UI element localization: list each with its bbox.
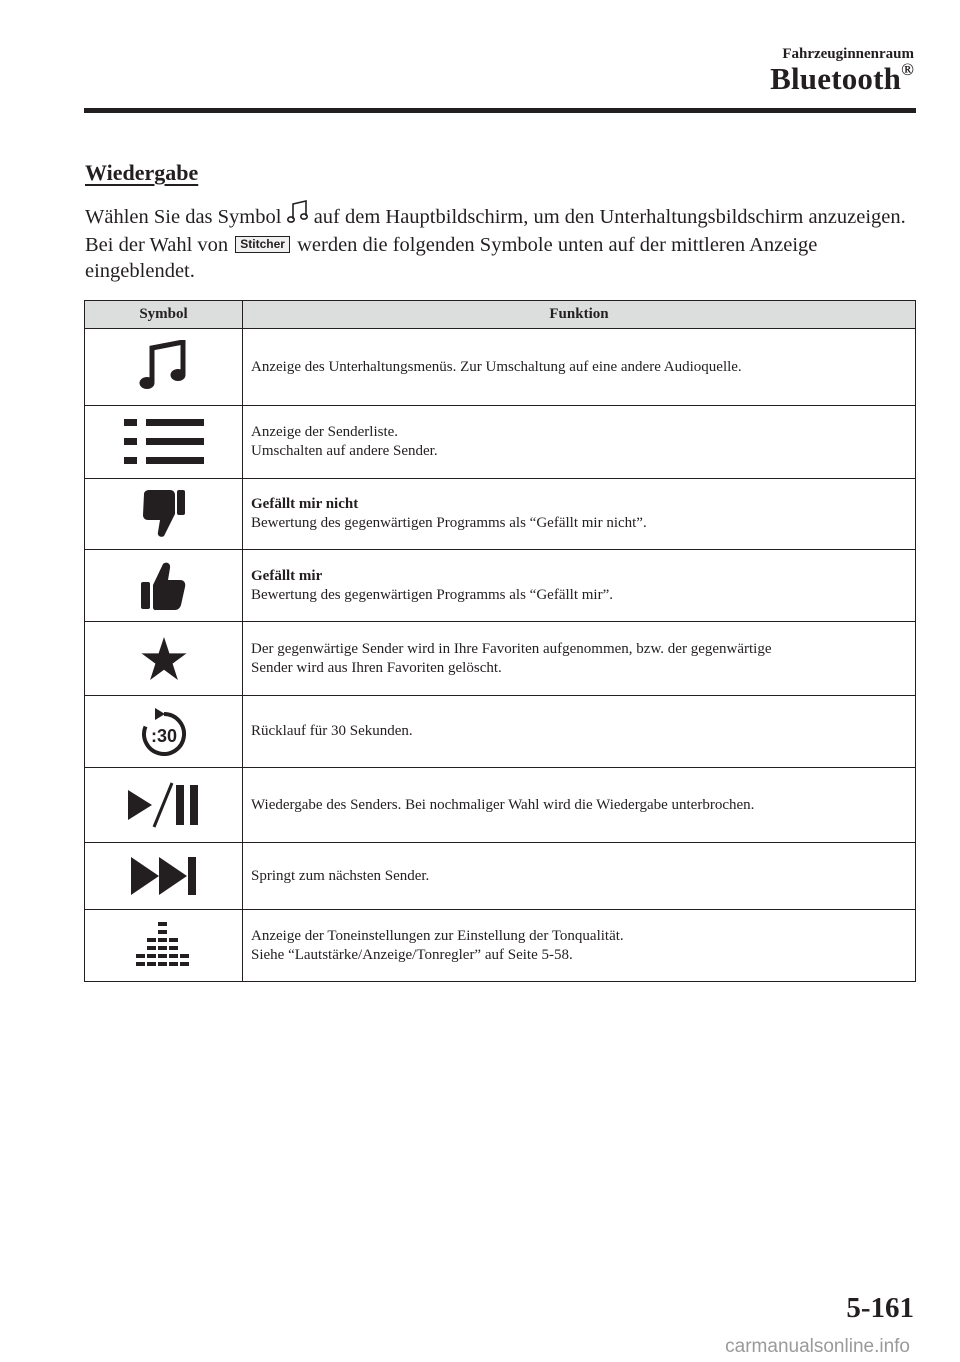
thumbs-up-icon (141, 561, 187, 611)
function-cell: Gefällt mir nicht Bewertung des gegenwärtigen Programms als “Gefällt mir nicht”. (243, 479, 916, 550)
table-row (85, 550, 916, 622)
function-cell: Gefällt mir Bewertung des gegenwärtigen Programms als “Gefällt mir”. (243, 550, 916, 622)
header-rule (84, 108, 916, 113)
table-row (85, 329, 916, 406)
watermark: carmanualsonline.info (725, 1336, 910, 1357)
list-icon (124, 419, 204, 465)
symbol-cell (85, 843, 243, 910)
table-row (85, 910, 916, 982)
function-title: Gefällt mir nicht (251, 496, 359, 512)
chapter-title: Bluetooth® (770, 60, 914, 96)
rewind-30-icon (141, 708, 187, 756)
thumbs-down-icon (142, 490, 186, 538)
music-note-icon (287, 199, 309, 232)
rewind-30-label: :30 (150, 725, 177, 746)
function-title: Gefällt mir (251, 567, 323, 584)
symbol-cell (85, 479, 243, 550)
symbol-cell (85, 550, 243, 622)
header-symbol: Symbol (85, 301, 243, 329)
function-cell: Springt zum nächsten Sender. (243, 843, 916, 910)
skip-next-icon (131, 857, 197, 895)
table-header-row (85, 301, 916, 329)
music-note-icon (139, 340, 189, 394)
symbol-cell (85, 622, 243, 696)
function-cell: Anzeige der Senderliste. Umschalten auf andere Sender. (243, 406, 916, 479)
section-title: Wiedergabe (85, 160, 199, 185)
function-table (84, 300, 916, 982)
intro-paragraph: Wählen Sie das Symbol auf dem Hauptbildschirm, um den Unterhaltungsbildschirm anzuzeigen. Bei der Wahl von Stitcher werden die folgenden Symbole unten auf der mittleren Anzeige eingeblendet. (85, 199, 915, 284)
symbol-cell (85, 696, 243, 768)
function-cell: Rücklauf für 30 Sekunden. (243, 696, 916, 768)
registered-mark: ® (901, 60, 914, 79)
symbol-cell (85, 329, 243, 406)
play-pause-icon (128, 781, 200, 829)
star-icon (141, 637, 187, 681)
function-cell: Wiedergabe des Senders. Bei nochmaliger Wahl wird die Wiedergabe unterbrochen. (243, 768, 916, 843)
symbol-cell (85, 910, 243, 982)
table-row (85, 622, 916, 696)
function-cell: Anzeige des Unterhaltungsmenüs. Zur Umschaltung auf eine andere Audioquelle. (243, 329, 916, 406)
table-row (85, 406, 916, 479)
equalizer-icon (136, 922, 192, 970)
table-row (85, 479, 916, 550)
stitcher-button-icon: Stitcher (235, 236, 290, 253)
header-function: Funktion (243, 301, 916, 329)
table-row (85, 696, 916, 768)
symbol-cell (85, 406, 243, 479)
page-number: 5-161 (846, 1292, 914, 1324)
symbol-cell (85, 768, 243, 843)
table-row (85, 768, 916, 843)
function-cell: Anzeige der Toneinstellungen zur Einstellung der Tonqualität. Siehe “Lautstärke/Anzeige/Tonregler” auf Seite 5-58. (243, 910, 916, 982)
table-row (85, 843, 916, 910)
function-cell: Der gegenwärtige Sender wird in Ihre Favoriten aufgenommen, bzw. der gegenwärtige Sender wird aus Ihren Favoriten gelöscht. (243, 622, 916, 696)
running-section-title: Fahrzeuginnenraum (782, 46, 914, 62)
